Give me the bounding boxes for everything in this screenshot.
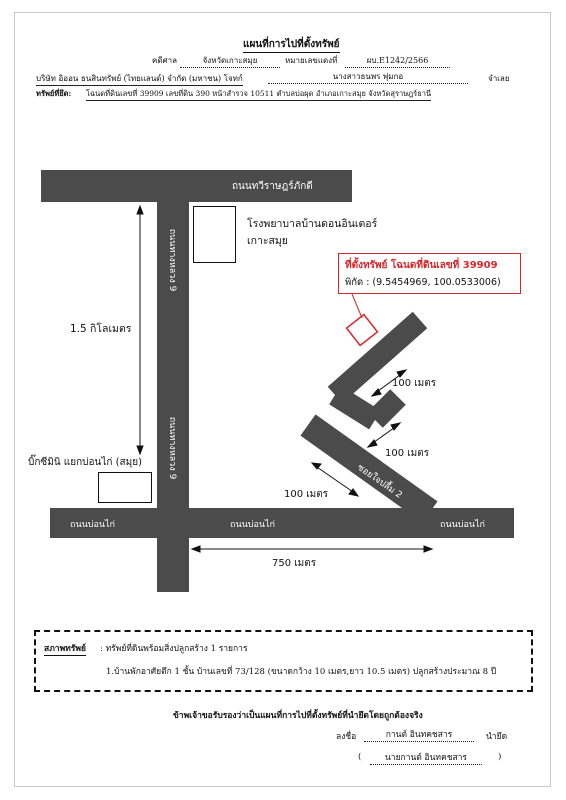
signature-label: ลงชื่อ [336, 732, 357, 742]
distance-vertical-label: 1.5 กิโลเมตร [70, 323, 132, 335]
plaintiff-text: บริษัท อิออน ธนสินทรัพย์ (ไทยแลนด์) จำกัด (มหาชน) โจทก์ [36, 72, 243, 86]
soi-roads [308, 320, 430, 512]
soi-label: ซอยใจปลื้ม 2 [355, 462, 404, 501]
road-vertical-lower-label: ถนนทางหลวง 9 [167, 416, 177, 480]
document-title: แผนที่การไปที่ตั้งทรัพย์ [243, 37, 340, 53]
arrow-distance-3-head-a [312, 463, 321, 469]
road-top-label: ถนนทวีราษฎร์ภักดี [232, 181, 313, 192]
property-label: ทรัพย์ที่ยึด: [36, 89, 72, 98]
branch-road-lower [375, 397, 398, 420]
case-number-label: หมายเลขแดงที่ [285, 56, 338, 65]
printed-name: นายกานต์ อินทคชสาร [370, 750, 482, 765]
bigc-box [98, 472, 152, 503]
condition-detail: 1.บ้านพักอาศัยตึก 1 ชั้น บ้านเลขที่ 73/128 (ขนาดกว้าง 10 เมตร,ยาว 10.5 เมตร) ปลูกสร้างประมาณ 8 ปี [106, 667, 497, 677]
hospital-label-line2: เกาะสมุย [247, 235, 288, 247]
road-bottom-right-label: ถนนบ่อนไก่ [440, 520, 485, 530]
arrow-vertical-head-bottom [137, 446, 143, 454]
hospital-label-line1: โรงพยาบาลบ้านดอนอินเตอร์ [247, 218, 378, 230]
open-paren: ( [358, 752, 362, 762]
property-marker [347, 315, 378, 346]
property-callout-line2: พิกัด : (9.5454969, 100.0533006) [345, 277, 501, 288]
close-paren: ) [498, 752, 502, 762]
signature-suffix: นำยึด [486, 732, 508, 742]
condition-label: สภาพทรัพย์ [44, 641, 86, 656]
road-vertical-upper-label: ถนนทางหลวง 9 [167, 228, 177, 292]
distance-3-label: 100 เมตร [284, 489, 329, 500]
branch-road-connector [335, 395, 375, 420]
condition-summary: : ทรัพย์ที่ดินพร้อมสิ่งปลูกสร้าง 1 รายการ [100, 644, 248, 654]
road-bottom-left-label: ถนนบ่อนไก่ [70, 520, 115, 530]
distance-1-label: 100 เมตร [392, 378, 437, 389]
court-value: จังหวัดเกาะสมุย [180, 54, 280, 68]
condition-box [34, 630, 533, 692]
property-callout [338, 253, 521, 294]
signature-value: กานต์ อินทคชสาร [364, 727, 474, 742]
distance-2-label: 100 เมตร [385, 448, 430, 459]
defendant-suffix: จำเลย [488, 74, 510, 83]
certify-text: ข้าพเจ้าขอรับรองว่าเป็นแผนที่การไปที่ตั้งทรัพย์ที่นำยึดโดยถูกต้องจริง [173, 711, 423, 721]
arrow-vertical-head-top [137, 206, 143, 214]
arrow-horizontal-head-left [192, 546, 200, 552]
defendant-name: นางสาวธนพร พุ่มกอ [268, 70, 468, 84]
case-number-value: ผบ.E1242/2566 [345, 54, 450, 68]
road-bottom-mid-label: ถนนบ่อนไก่ [230, 520, 275, 530]
distance-horizontal-label: 750 เมตร [272, 558, 317, 569]
bigc-label: บิ๊กซีมินิ แยกบ่อนไก่ (สมุย) [28, 457, 142, 468]
property-callout-line [352, 294, 362, 318]
hospital-box [193, 206, 236, 263]
arrow-horizontal-head-right [424, 546, 432, 552]
property-callout-line1: ที่ตั้งทรัพย์ โฉนดที่ดินเลขที่ 39909 [345, 260, 498, 271]
court-label: คดีศาล [152, 56, 178, 65]
property-description: โฉนดที่ดินเลขที่ 39909 เลขที่ดิน 390 หน้าสำรวจ 10511 ตำบลบ่อผุด อำเภอเกาะสมุย จังหวัดสุราษฎร์ธานี [86, 88, 431, 101]
